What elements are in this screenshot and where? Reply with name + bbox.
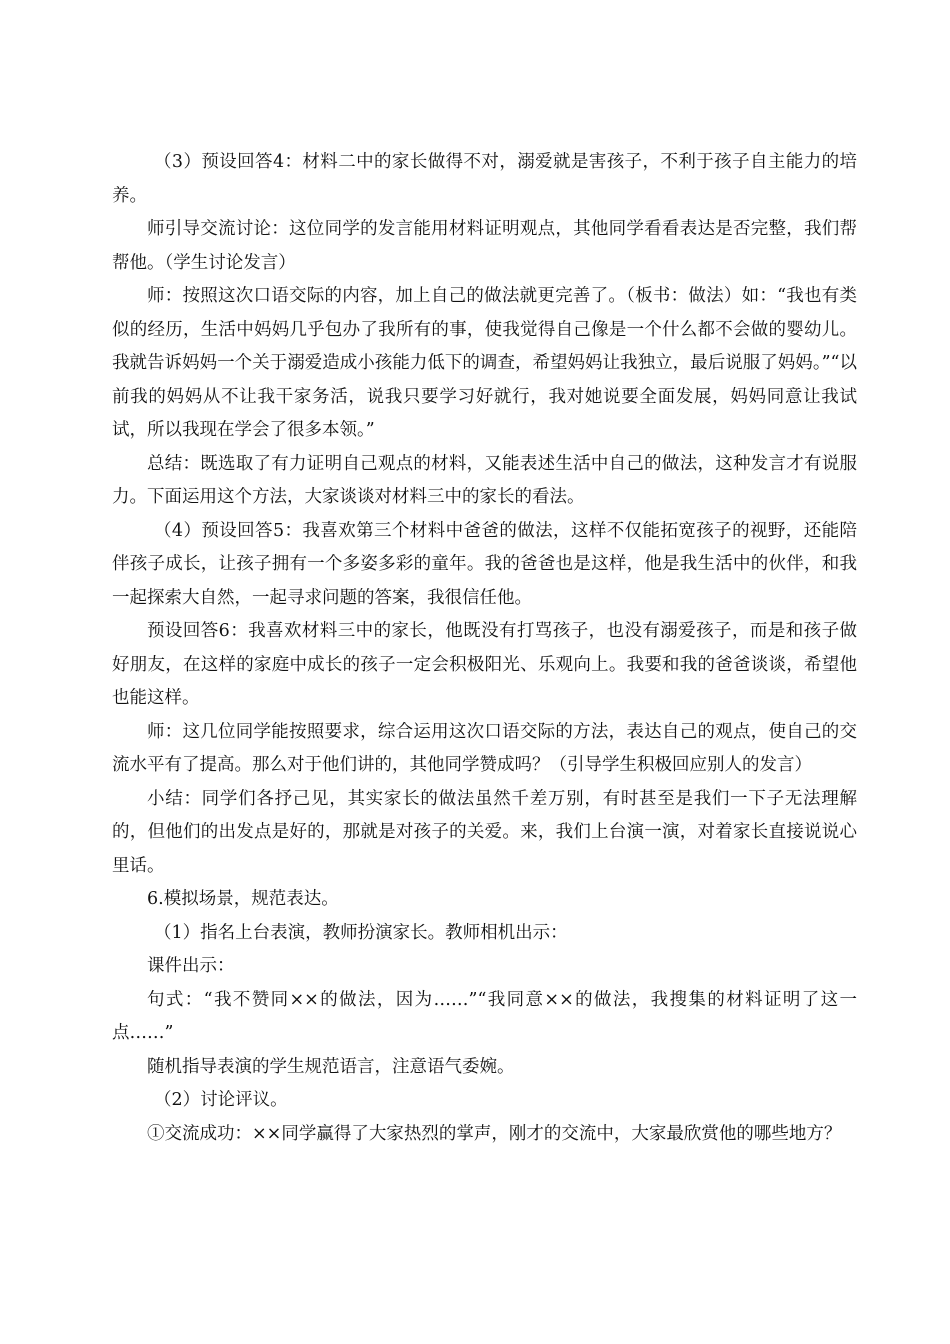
paragraph-sentence-pattern: 句式：“我不赞同××的做法，因为……”“我同意××的做法，我搜集的材料证明了这一点……” [112, 989, 857, 1043]
paragraph-success-exchange: ①交流成功：××同学赢得了大家热烈的掌声，刚才的交流中，大家最欣赏他的哪些地方？ [147, 1123, 842, 1144]
paragraph-teacher-comment: 师：这几位同学能按照要求，综合运用这次口语交际的方法，表达自己的观点，使自己的交流水平有了提高。那么对于他们讲的，其他同学赞成吗？（引导学生积极回应别人的发言） [112, 721, 857, 775]
paragraph-step-1: （1）指名上台表演，教师扮演家长。教师相机出示： [154, 922, 568, 943]
paragraph-guidance: 随机指导表演的学生规范语言，注意语气委婉。 [147, 1056, 515, 1077]
paragraph-brief-summary: 小结：同学们各抒己见，其实家长的做法虽然千差万别，有时甚至是我们一下子无法理解的，但他们的出发点是好的，那就是对孩子的关爱。来，我们上台演一演，对着家长直接说说心里话。 [112, 788, 857, 876]
paragraph-summary: 总结：既选取了有力证明自己观点的材料，又能表述生活中自己的做法，这种发言才有说服力。下面运用这个方法，大家谈谈对材料三中的家长的看法。 [112, 453, 857, 507]
paragraph-preset-answer-5: （4）预设回答5：我喜欢第三个材料中爸爸的做法，这样不仅能拓宽孩子的视野，还能陪伴孩子成长，让孩子拥有一个多姿多彩的童年。我的爸爸也是这样，他是我生活中的伙伴，和我一起探索大自然，一起寻求问题的答案，我很信任他。 [112, 520, 857, 608]
document-body [112, 146, 857, 1151]
paragraph-preset-answer-4: （3）预设回答4：材料二中的家长做得不对，溺爱就是害孩子，不利于孩子自主能力的培养。 [112, 152, 857, 206]
paragraph-preset-answer-6: 预设回答6：我喜欢材料三中的家长，他既没有打骂孩子，也没有溺爱孩子，而是和孩子做好朋友，在这样的家庭中成长的孩子一定会积极阳光、乐观向上。我要和我的爸爸谈谈，希望他也能这样。 [112, 621, 857, 708]
paragraph-step-2: （2）讨论评议。 [154, 1090, 288, 1110]
paragraph-courseware: 课件出示： [147, 956, 235, 976]
paragraph-teacher-method-example: 师：按照这次口语交际的内容，加上自己的做法就更完善了。（板书：做法）如：“我也有类似的经历，生活中妈妈几乎包办了我所有的事，使我觉得自己像是一个什么都不会做的婴幼儿。我就告诉妈妈一个关于溺爱造成小孩能力低下的调查，希望妈妈让我独立，最后说服了妈妈。”“以前我的妈妈从不让我干家务活，说我只要学习好就行，我对她说要全面发展，妈妈同意让我试试，所以我现在学会了很多本领。” [112, 286, 857, 440]
section-heading-6: 6.模拟场景，规范表达。 [147, 889, 339, 909]
paragraph-teacher-guide-discussion: 师引导交流讨论：这位同学的发言能用材料证明观点，其他同学看看表达是否完整，我们帮帮他。（学生讨论发言） [112, 219, 857, 273]
